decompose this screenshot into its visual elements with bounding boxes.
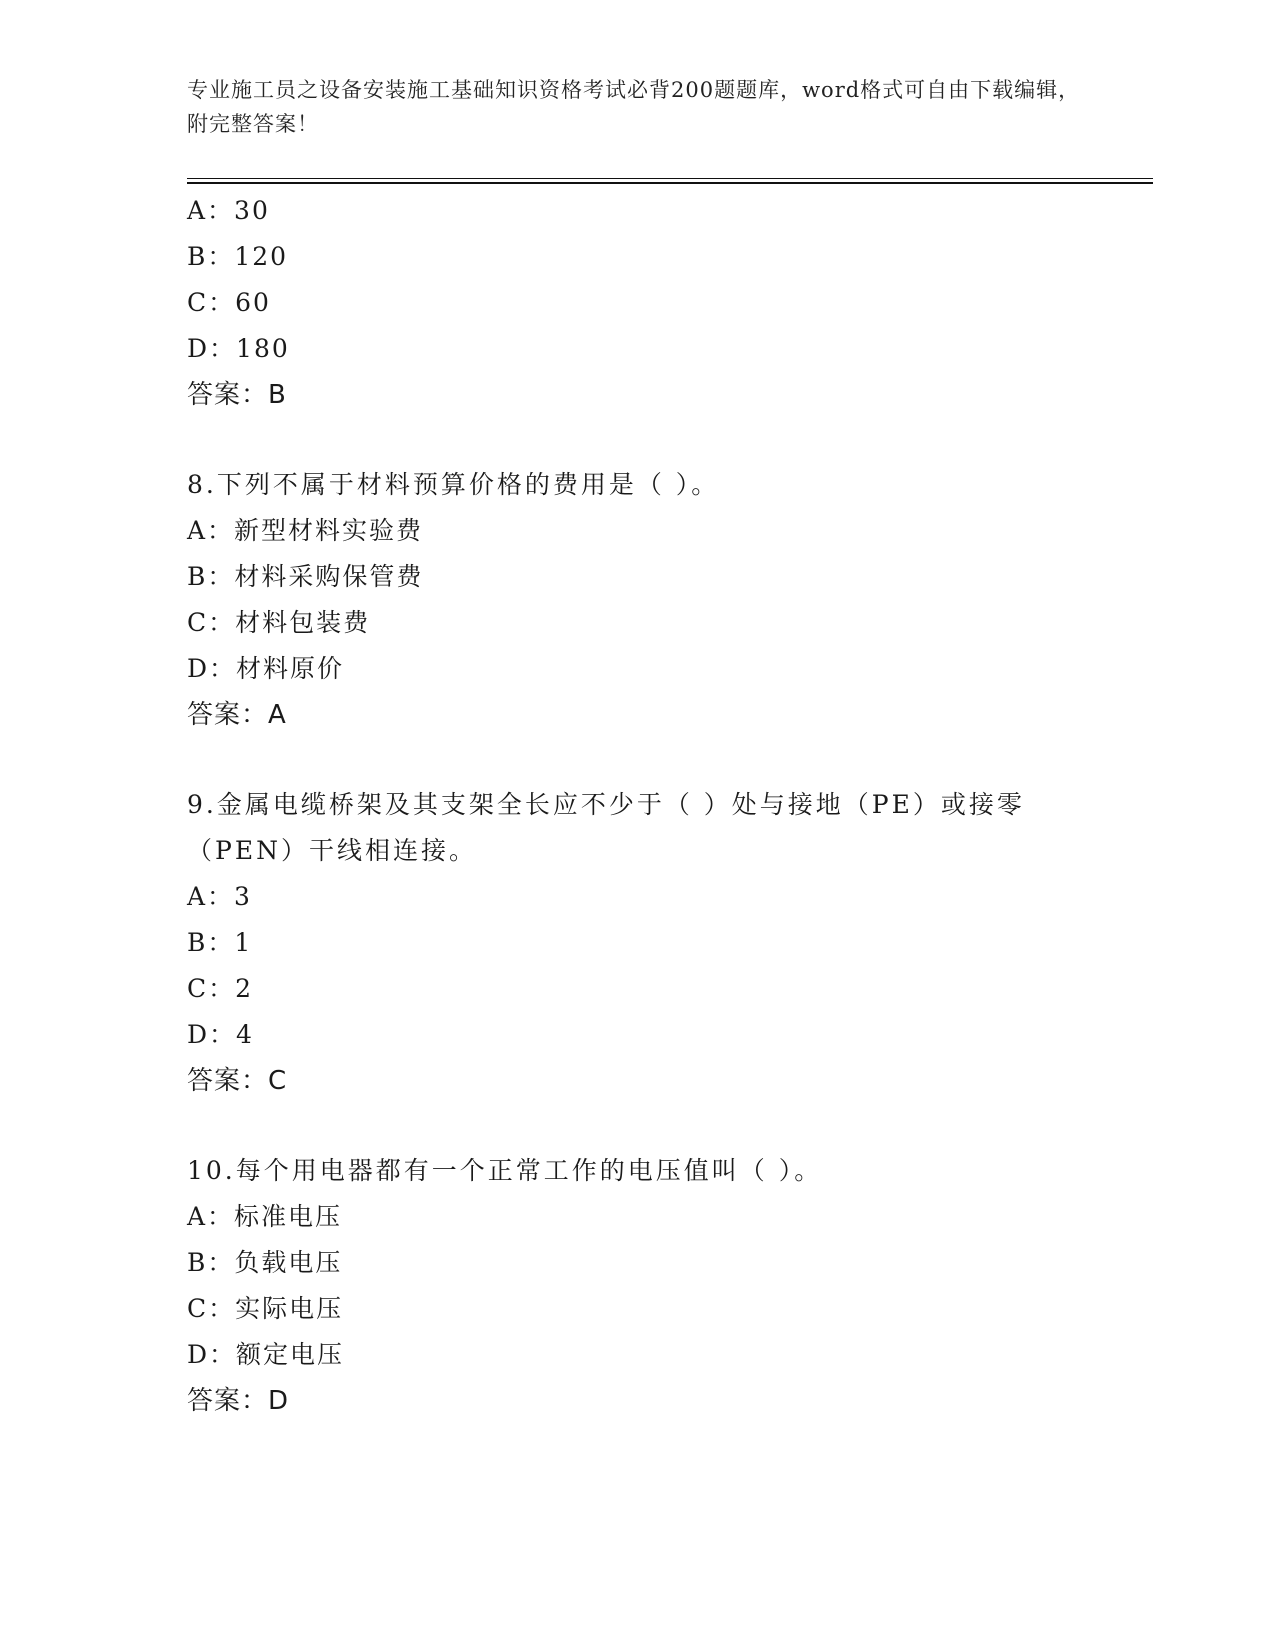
question-block [187, 188, 1117, 418]
option-a: A：标准电压 [187, 1202, 343, 1231]
option-a: A：3 [187, 882, 252, 911]
option-c: C：60 [187, 288, 271, 317]
question-block [187, 782, 1117, 1104]
question-text: 8.下列不属于材料预算价格的费用是（ ）。 [187, 470, 720, 499]
option-c: C：材料包装费 [187, 608, 371, 637]
option-b: B：120 [187, 242, 289, 271]
question-text: 10.每个用电器都有一个正常工作的电压值叫（ ）。 [187, 1156, 823, 1185]
option-a: A：30 [187, 196, 270, 225]
option-c: C：实际电压 [187, 1294, 344, 1323]
option-d: D：180 [187, 334, 290, 363]
answer-line: 答案：D [187, 1386, 290, 1416]
question-block [187, 462, 1117, 738]
question-block [187, 1148, 1117, 1424]
option-d: D：额定电压 [187, 1340, 345, 1369]
option-c: C：2 [187, 974, 254, 1003]
question-list [187, 188, 1117, 1424]
header-rule-thick [187, 182, 1153, 184]
question-text: 9.金属电缆桥架及其支架全长应不少于（ ）处与接地（PE）或接零（PEN）干线相连接。 [187, 790, 1025, 865]
answer-line: 答案：A [187, 700, 287, 730]
option-d: D：4 [187, 1020, 254, 1049]
document-header: 专业施工员之设备安装施工基础知识资格考试必背200题题库，word格式可自由下载编辑，附完整答案！ [187, 78, 1081, 136]
option-b: B：材料采购保管费 [187, 562, 424, 591]
block-spacer [187, 418, 1117, 462]
option-d: D：材料原价 [187, 654, 345, 683]
answer-line: 答案：B [187, 380, 287, 410]
option-a: A：新型材料实验费 [187, 516, 424, 545]
block-spacer [187, 1104, 1117, 1148]
answer-line: 答案：C [187, 1066, 288, 1096]
header-rule-thin [187, 178, 1153, 179]
block-spacer [187, 738, 1117, 782]
option-b: B：1 [187, 928, 253, 957]
option-b: B：负载电压 [187, 1248, 343, 1277]
